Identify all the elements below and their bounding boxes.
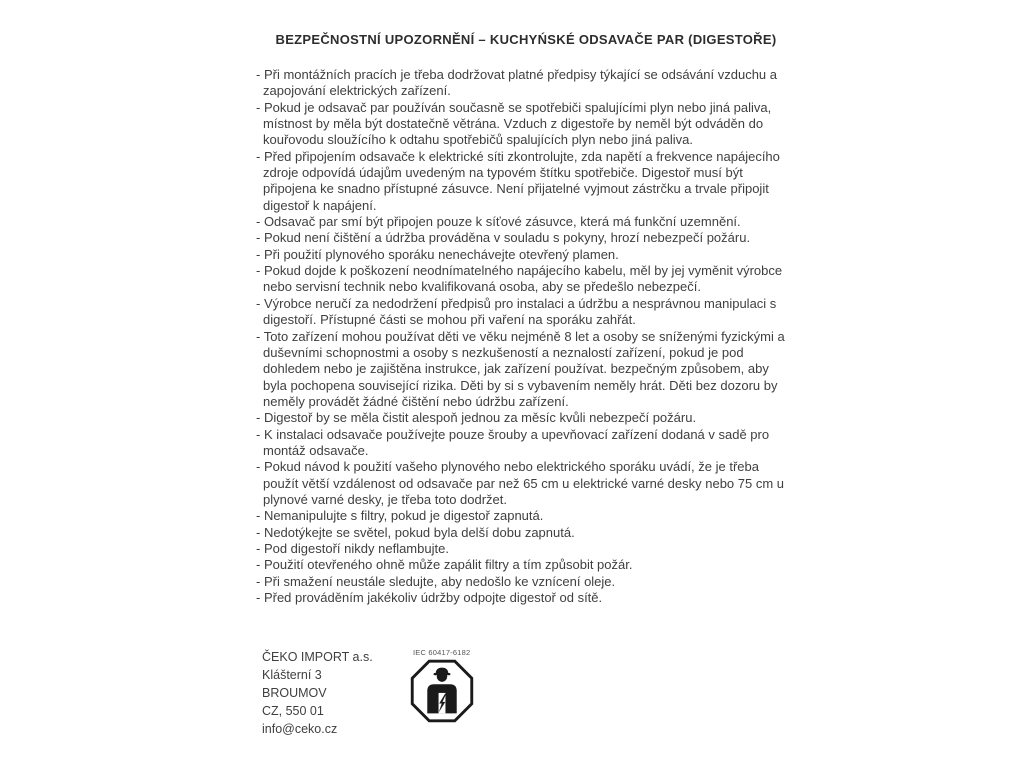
bullet-item: - K instalaci odsavače používejte pouze šrouby a upevňovací zařízení dodaná v sadě pro montáž odsavače. [256, 426, 770, 458]
company-address-block [262, 648, 373, 738]
address-line: CZ, 550 01 [262, 704, 324, 718]
bullet-item: - Při smažení neustále sledujte, aby nedošlo ke vznícení oleje. [256, 573, 616, 589]
address-lines [262, 666, 373, 720]
email-text: info@ceko.cz [262, 722, 338, 736]
safety-bullet-list [256, 67, 796, 606]
bullet-item: - Před prováděním jakékoliv údržby odpojte digestoř od sítě. [256, 590, 603, 605]
bullet-item: - Digestoř by se měla čistit alespoň jednou za měsíc kvůli nebezpečí požáru. [256, 410, 697, 426]
bullet-item: - Pokud není čištění a údržba prováděna v souladu s pokyny, hrozí nebezpečí požáru. [256, 230, 751, 246]
content-column [256, 32, 796, 606]
bullet-item: - Použití otevřeného ohně může zapálit filtry a tím způsobit požár. [256, 557, 633, 573]
bullet-item: - Pokud dojde k poškození neodnímatelného napájecího kabelu, měl by jej vyměnit výrobce nebo servisní technik nebo kvalifikovaná osoba, aby se předešlo nebezpečí. [256, 263, 783, 295]
address-line: BROUMOV [262, 686, 327, 700]
iec-symbol-caption: IEC 60417-6182 [412, 648, 471, 657]
address-line: Klášterní 3 [262, 668, 322, 682]
bullet-item: - Při montážních pracích je třeba dodržovat platné předpisy týkající se odsávání vzduchu a zapojování elektrických zařízení. [256, 67, 777, 99]
bullet-item: - Nemanipulujte s filtry, pokud je digestoř zapnutá. [256, 508, 544, 524]
bullet-item: - Odsavač par smí být připojen pouze k síťové zásuvce, která má funkční uzemnění. [256, 214, 741, 230]
bullet-item: - Před připojením odsavače k elektrické síti zkontrolujte, zda napětí a frekvence napájecího zdroje odpovídá údajům uvedeným na typovém štítku spotřebiče. Digestoř musí být připojena ke snadno přístupné zásuvce. Není přijatelné vyjmout zástrčku a trvale připojit digestoř k napájení. [256, 148, 780, 213]
bullet-item: - Pod digestoří nikdy neflambujte. [256, 540, 449, 556]
bullet-item: - Při použití plynového sporáku nenechávejte otevřený plamen. [256, 246, 619, 262]
bullet-item: - Nedotýkejte se světel, pokud byla delší dobu zapnutá. [256, 524, 575, 540]
certification-block [410, 648, 474, 723]
page-title: BEZPEČNOSTNÍ UPOZORNĚNÍ – KUCHYŃSKÉ ODSAVAČE PAR (DIGESTOŘE) [275, 32, 777, 47]
company-name: ČEKO IMPORT a.s. [262, 650, 373, 664]
bullet-item: - Toto zařízení mohou používat děti ve věku nejméně 8 let a osoby se sníženými fyzickými a duševními schopnostmi a osoby s nezkušeností a neznalostí zařízení, pokud je pod dohledem nebo je zajištěna instrukce, jak zařízení používat. bezpečným způsobem, aby byla pochopena související rizika. Děti by si s vybavením neměly hrát. Děti bez dozoru by neměly provádět žádné čištění nebo údržbu zařízení. [256, 328, 785, 409]
footer [262, 648, 474, 738]
service-personnel-icon [410, 659, 474, 723]
bullet-item: - Pokud návod k použití vašeho plynového nebo elektrického sporáku uvádí, že je třeba použít větší vzdálenost od odsavače par než 65 cm u elektrické varné desky nebo 75 cm u plynové varné desky, je třeba toto dodržet. [256, 459, 785, 507]
bullet-item: - Pokud je odsavač par používán současně se spotřebiči spalujícími plyn nebo jiná paliva, místnost by měla být dostatečně větrána. Vzduch z digestoře by neměl být odváděn do kouřovodu sloužícího k odtahu spotřebičů spalujících plyn nebo jiná paliva. [256, 99, 772, 148]
bullet-item: - Výrobce neručí za nedodržení předpisů pro instalaci a údržbu a nesprávnou manipulaci s digestoří. Přístupné části se mohou při vaření na sporáku zahřát. [256, 295, 777, 328]
